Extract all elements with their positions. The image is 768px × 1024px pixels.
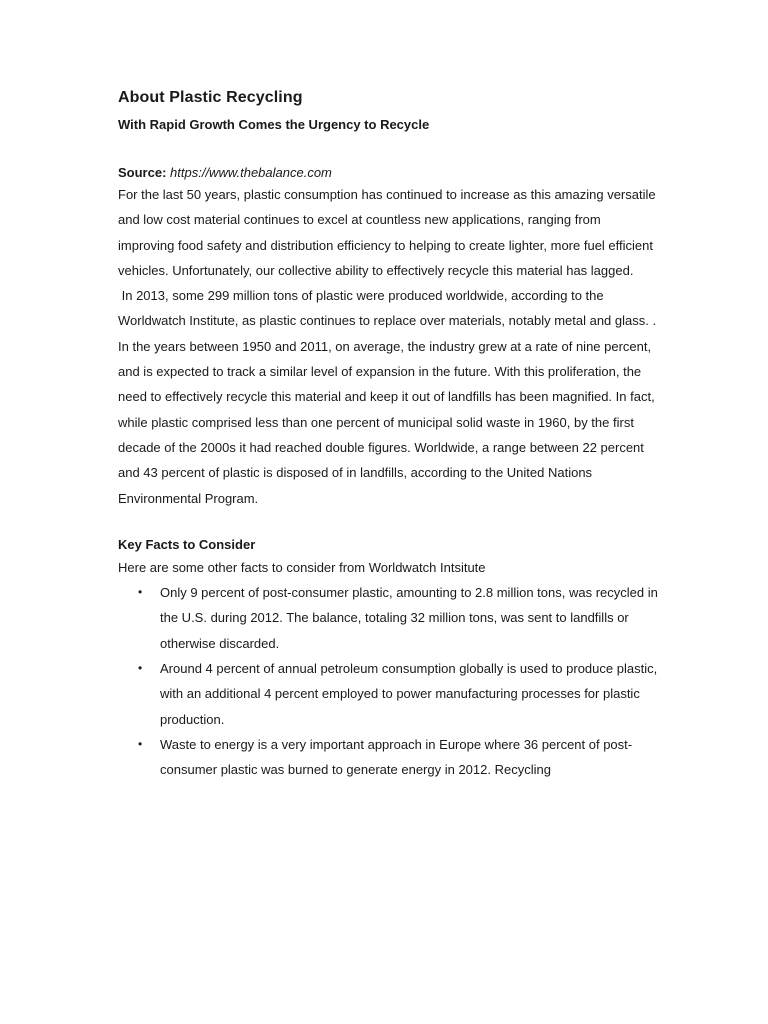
intro-paragraph: For the last 50 years, plastic consumption has continued to increase as this amazing versatile and low cost material continues to excel at countless new applications, ranging from improving food safety and distribution efficiency to helping to create lighter, more fuel efficient vehicles. Unfortunately, our collective ability to effectively recycle this material has lagged. <box>118 187 656 278</box>
statistics-paragraph: In 2013, some 299 million tons of plastic were produced worldwide, according to the Worldwatch Institute, as plastic continues to replace over materials, notably metal and glass. . In the years between 1950 and 2011, on average, the industry grew at a rate of nine percent, and is expected to track a similar level of expansion in the future. With this proliferation, the need to effectively recycle this material and keep it out of landfills has been magnified. In fact, while plastic comprised less than one percent of municipal solid waste in 1960, by the first decade of the 2000s it had reached double figures. Worldwide, a range between 22 percent and 43 percent of plastic is disposed of in landfills, according to the United Nations Environmental Program. <box>118 288 660 506</box>
source-label: Source: <box>118 165 167 180</box>
bullet-icon: • <box>138 661 143 676</box>
fact-text: Around 4 percent of annual petroleum consumption globally is used to produce plastic, with an additional 4 percent employed to power manufacturing processes for plastic production. <box>160 661 658 727</box>
list-item <box>138 656 658 732</box>
source-line <box>118 164 658 182</box>
document-subtitle: With Rapid Growth Comes the Urgency to Recycle <box>118 117 430 132</box>
bullet-icon: • <box>138 736 143 751</box>
fact-text: Only 9 percent of post-consumer plastic, amounting to 2.8 million tons, was recycled in the U.S. during 2012. The balance, totaling 32 million tons, was sent to landfills or otherwise discarded. <box>160 585 658 651</box>
source-url: https://www.thebalance.com <box>170 165 332 180</box>
facts-list <box>118 580 658 782</box>
fact-text: Waste to energy is a very important approach in Europe where 36 percent of post-consumer plastic was burned to generate energy in 2012. Recycling <box>160 736 633 778</box>
bullet-icon: • <box>138 585 143 600</box>
section-intro: Here are some other facts to consider from Worldwatch Intsitute <box>118 559 486 575</box>
list-item <box>138 580 658 656</box>
document-content <box>118 86 658 783</box>
document-title: About Plastic Recycling <box>118 89 303 106</box>
list-item <box>138 732 658 783</box>
section-heading: Key Facts to Consider <box>118 536 256 552</box>
